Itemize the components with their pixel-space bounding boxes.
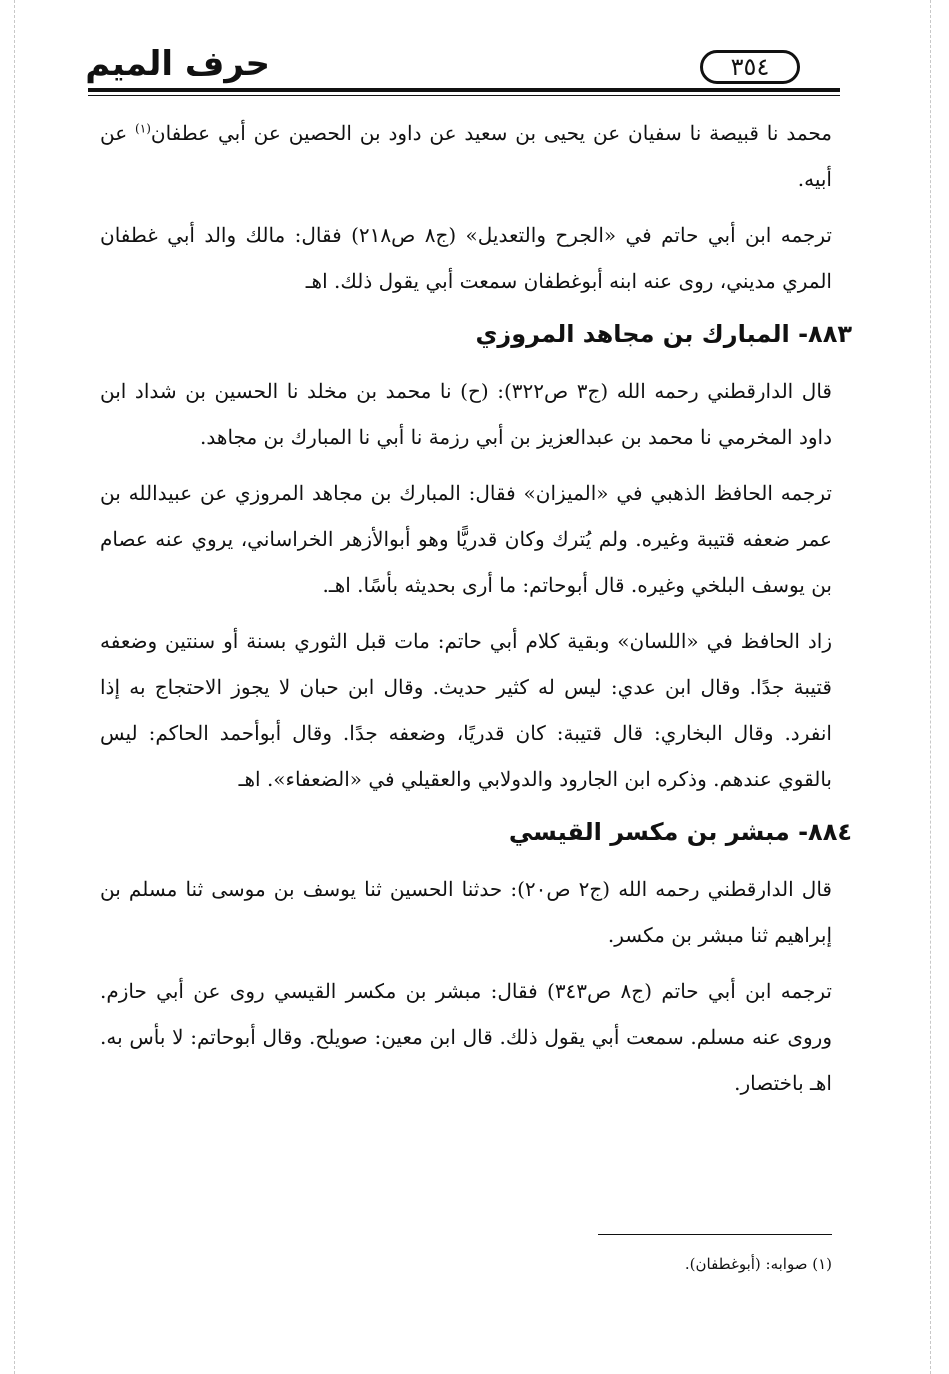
page-content <box>100 110 852 1116</box>
header-rule-thin <box>88 95 840 96</box>
entry-heading: ٨٨٣- المبارك بن مجاهد المروزي <box>475 320 852 348</box>
paragraph: قال الدارقطني رحمه الله (ج٣ ص٣٢٢): (ح) نا محمد بن مخلد نا الحسين بن شداد ابن داود المخرمي نا محمد بن عبدالعزيز بن أبي رزمة نا أبي نا المبارك بن مجاهد. <box>100 379 832 449</box>
paragraph: ترجمه ابن أبي حاتم (ج٨ ص٣٤٣) فقال: مبشر بن مكسر القيسي روى عن أبي حازم. وروى عنه مسلم. سمعت أبي يقول ذلك. قال ابن معين: صويلح. وقال أبوحاتم: لا بأس به. اهـ باختصار. <box>100 979 832 1095</box>
footnote-divider <box>598 1234 832 1235</box>
chapter-title: حرف الميم <box>85 44 270 84</box>
paragraph: قال الدارقطني رحمه الله (ج٢ ص٢٠): حدثنا الحسين ثنا يوسف بن موسى ثنا مسلم بن إبراهيم ثنا مبشر بن مكسر. <box>100 877 832 947</box>
scan-line-right <box>930 0 931 1374</box>
scan-line-left <box>14 0 15 1374</box>
footnote: (١) صوابه: (أبوغطفان). <box>684 1255 832 1273</box>
footnote-reference: (١) <box>135 121 151 136</box>
paragraph: ترجمه ابن أبي حاتم في «الجرح والتعديل» (ج٨ ص٢١٨) فقال: مالك والد أبي غطفان المري مديني، روى عنه ابنه أبوغطفان سمعت أبي يقول ذلك. اهـ <box>100 223 832 293</box>
paragraph: ترجمه الحافظ الذهبي في «الميزان» فقال: المبارك بن مجاهد المروزي عن عبيدالله بن عمر ضعفه قتيبة وغيره. ولم يُترك وكان قدريًّا وهو أبوالأزهر الخراساني، يروي عنه عصام بن يوسف البلخي وغيره. قال أبوحاتم: ما أرى بحديثه بأسًا. اهـ. <box>100 481 832 597</box>
header-rule <box>88 88 840 92</box>
page-header <box>85 44 840 98</box>
entry-heading: ٨٨٤- مبشر بن مكسر القيسي <box>508 818 852 846</box>
paragraph <box>100 110 832 202</box>
page-number: ٣٥٤ <box>700 50 800 84</box>
paragraph: زاد الحافظ في «اللسان» وبقية كلام أبي حاتم: مات قبل الثوري بسنة أو سنتين وضعفه قتيبة جدًا. وقال ابن عدي: ليس له كثير حديث. وقال ابن حبان لا يجوز الاحتجاج به إذا انفرد. وقال البخاري: قال قتيبة: كان قدريًا، وضعفه جدًا. وقال أبوأحمد الحاكم: ليس بالقوي عندهم. وذكره ابن الجارود والدولابي والعقيلي في «الضعفاء». اهـ <box>100 629 832 791</box>
paragraph-text: محمد نا قبيصة نا سفيان عن يحيى بن سعيد عن داود بن الحصين عن أبي عطفان <box>150 121 832 145</box>
paragraph-text-end: عن أبيه. <box>100 121 832 191</box>
